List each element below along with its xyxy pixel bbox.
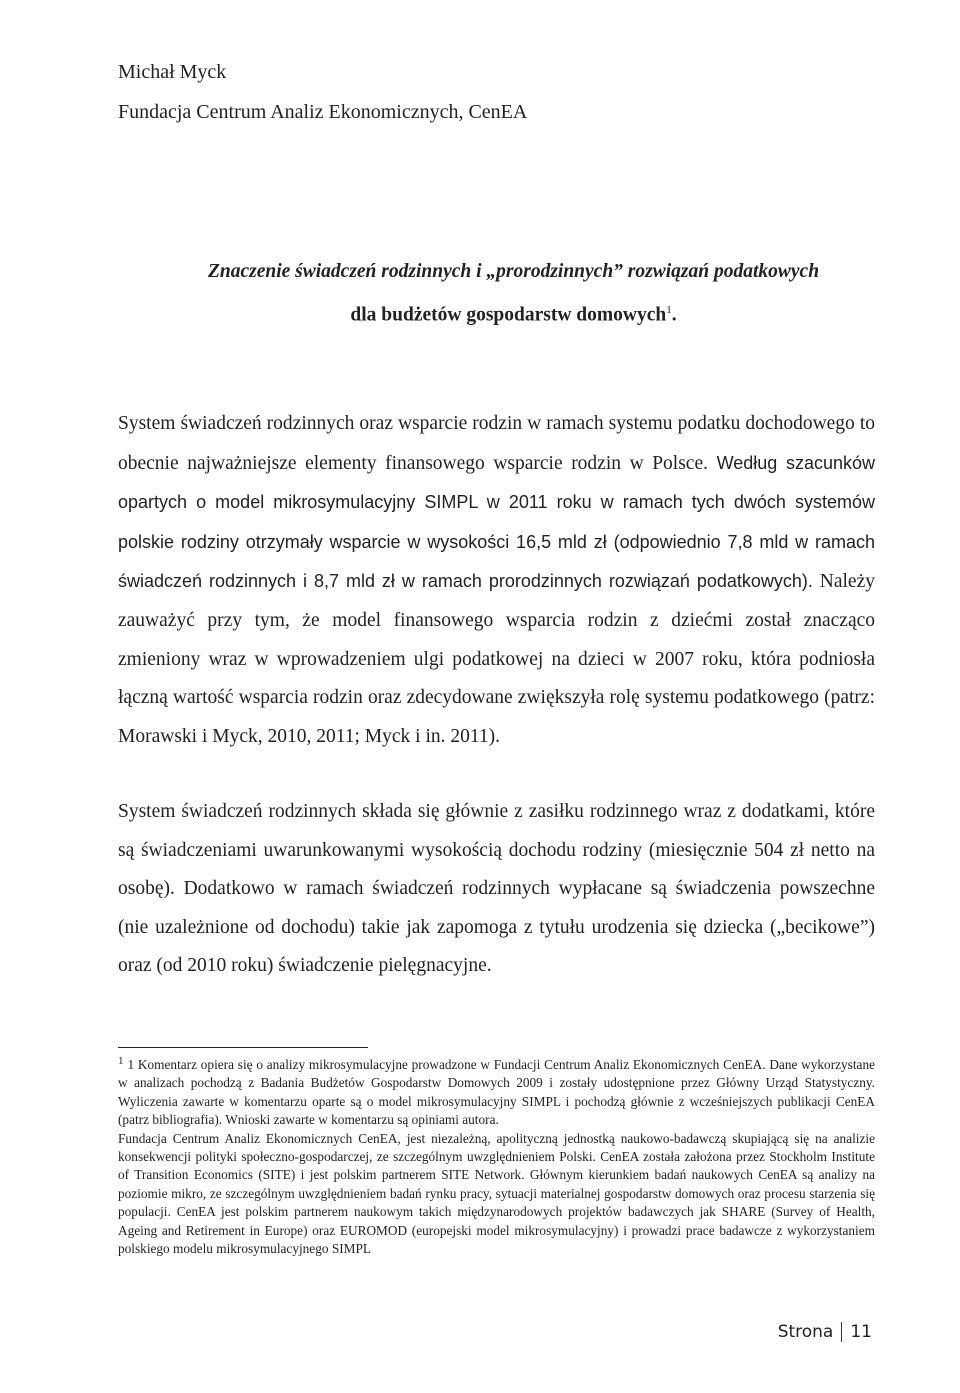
title-line-2-text: dla budżetów gospodarstw domowych — [350, 304, 667, 326]
footnotes — [118, 1056, 875, 1258]
title-trailing-period: . — [671, 304, 677, 326]
footnote-2: Fundacja Centrum Analiz Ekonomicznych CenEA, jest niezależną, apolityczną jednostką naukowo-badawczą skupiającą się na analizie konsekwencji polityki społeczno-gospodarczej, ze szczególnym uwzględnieniem Polski. CenEA została założona przez Stockholm Institute of Transition Economics (SITE) i jest polskim partnerem SITE Network. Głównym kierunkiem badań naukowych CenEA są analizy na poziomie mikro, ze szczególnym uwzględnieniem badań rynku pracy, sytuacji materialnej gospodarstw domowych oraz procesu starzenia się populacji. CenEA jest polskim partnerem naukowym takich międzynarodowych projektów badawczych jak SHARE (Survey of Health, Ageing and Retirement in Europe) oraz EUROMOD (europejski model mikrosymulacyjny) i prowadzi prace badawcze z wykorzystaniem polskiego modelu mikrosymulacyjnego SIMPL — [118, 1130, 875, 1257]
footnote-1-text: 1 Komentarz opiera się o analizy mikrosymulacyjne prowadzone w Fundacji Centrum Analiz Ekonomicznych CenEA. Dane wykorzystane w analizach pochodzą z Badania Budżetów Gospodarstw Domowych 2009 i zostały udostępnione przez Główny Urząd Statystyczny. Wyliczenia zawarte w komentarzu oparte są o model mikrosymulacyjny SIMPL i pochodzą głównie z wcześniejszych publikacji CenEA (patrz bibliografia). Wnioski zawarte w komentarzu są opiniami autora. — [118, 1057, 875, 1128]
title-line-1: Znaczenie świadczeń rodzinnych i „prorodzinnych” rozwiązań podatkowych — [207, 261, 820, 282]
body-paragraph-2: System świadczeń rodzinnych składa się głównie z zasiłku rodzinnego wraz z dodatkami, które są świadczeniami uwarunkowanymi wysokością dochodu rodziny (miesięcznie 504 zł netto na osobę). Dodatkowo w ramach świadczeń rodzinnych wypłacane są świadczenia powszechne (nie uzależnione od dochodu) takie jak zapomoga z tytułu urodzenia się dziecka („becikowe”) oraz (od 2010 roku) świadczenie pielęgnacyjne. — [118, 801, 875, 977]
document-title — [118, 252, 875, 335]
footnote-1 — [118, 1056, 875, 1130]
body-paragraph-1 — [118, 405, 875, 756]
paragraph-1-part-2: Według szacunków opartych o model mikrosymulacyjny SIMPL w 2011 roku w ramach tych dwóch systemów polskie rodziny otrzymały wsparcie w wysokości 16,5 mld zł (odpowiednio 7,8 mld w ramach świadczeń rodzinnych i 8,7 mld zł w ramach prorodzinnych rozwiązań podatkowych). — [118, 452, 875, 592]
footnote-separator — [118, 1047, 368, 1048]
title-line-2 — [152, 291, 875, 335]
author-name: Michał Myck — [118, 61, 227, 83]
author-affiliation: Fundacja Centrum Analiz Ekonomicznych, CenEA — [118, 101, 528, 123]
page-label: Strona — [777, 1322, 834, 1342]
title-footnote-mark: 1 — [666, 304, 672, 316]
paragraph-1-part-1: System świadczeń rodzinnych oraz wsparcie rodzin w ramach systemu podatku dochodowego to obecnie najważniejsze elementy finansowego wsparcie rodzin w Polsce. — [118, 413, 875, 474]
page-number: 11 — [850, 1322, 872, 1342]
page-footer — [778, 1322, 872, 1342]
paragraph-1-part-3: Należy zauważyć przy tym, że model finansowego wsparcia rodzin z dziećmi został znacząco zmieniony wraz w wprowadzeniem ulgi podatkowej na dzieci w 2007 roku, która podniosła łączną wartość wsparcia rodzin oraz zdecydowane zwiększyła rolę systemu podatkowego (patrz: Morawski i Myck, 2010, 2011; Myck i in. 2011). — [118, 571, 875, 747]
footnote-mark: 1 — [118, 1054, 124, 1067]
footer-separator — [841, 1322, 842, 1342]
